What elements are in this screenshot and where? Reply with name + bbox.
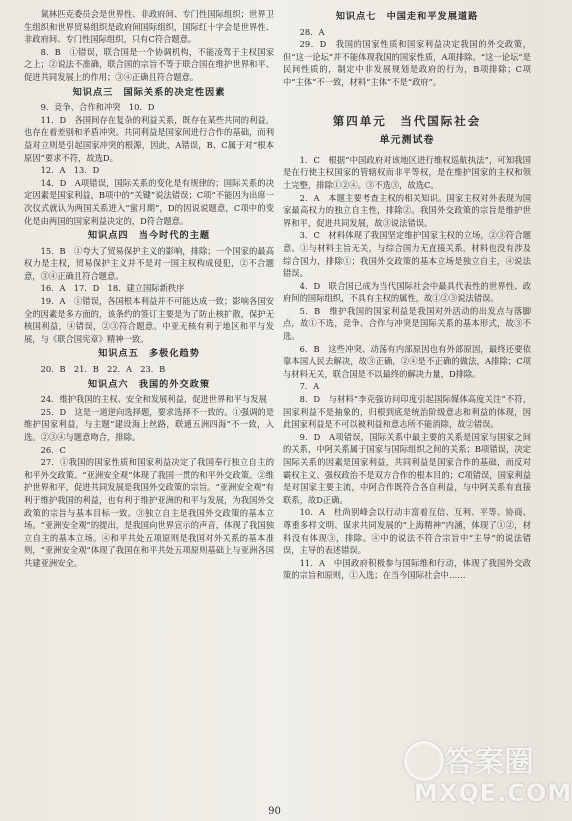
answer-paragraph: 29．D 我国的国家性质和国家利益决定我国的外交政策，但“这一论坛”并不能体现我国的国家性质，A项排除。“这一论坛”是民间性质的，制定中非发展规划是政府的行为，B项排除；C项中“主体”不一致，材料“主体”不是“政府”。 <box>283 39 531 87</box>
answer-paragraph: 28．A <box>299 26 325 37</box>
answer-paragraph: 6．B 这些冲突、动荡有内部原因也有外部原因，最终还要依靠本国人民去解决，故③正确，②④是不正确的做法，A排除；C项与材料无关，联合国是不以最终的解决力量，D排除。 <box>283 343 531 379</box>
answer-paragraph: 12．A 13．D <box>40 165 100 176</box>
answer-paragraph: 19．A ①错误，各国根本利益并不可能达成一致；影响各国安全的因素是多方面的，该条约的签订主要是为了防止核扩散，保护无核国利益，④错误，②③符合题意。中亚无核有利于地区和平与发展，与《联合国宪章》精神一致。 <box>24 296 274 344</box>
answer-paragraph: 5．B 维护我国的国家利益是我国对外活动的出发点与落脚点，故①不选，竞争、合作与冲突是国际关系的基本形式，故③不选。 <box>283 305 531 342</box>
watermark <box>404 737 572 807</box>
answer-paragraph: 8．B ①错误，联合国是一个协调机构，不能凌驾于主权国家之上；②说法不准确，联合国的宗旨不等于联合国在维护世界和平、促进共同发展上的作用；③④正确且符合题意。 <box>24 46 274 82</box>
answer-paragraph: 14．D A项错误，国际关系的变化是有规律的；国际关系的决定因素是国家利益，B项中的“关键”说法错误；C项“不能因为出席一次仪式就认为两国关系进入“蜜月期”，D的因说说题意，C项中的变化是由两国的国家利益决定的，D符合题意。 <box>24 177 274 226</box>
answer-paragraph: 11．A 中国政府积极参与国际维和行动，体现了我国外交政策的宗旨和原则，①入选；在当今国际社会中…… <box>283 557 531 581</box>
watermark-url: MXQE.COM <box>414 779 572 807</box>
answer-paragraph: 24．维护我国的主权、安全和发展利益，促进世界和平与发展 <box>40 394 267 405</box>
left-column <box>24 8 274 570</box>
answer-paragraph: 3．C 材料体现了我国坚定维护国家主权的立场，②③符合题意。①与材料主旨无关，与综合国力无直接关系，材料也没有涉及综合国力，排除①；我国外交政策的基本立场是独立自主，④说法错误。 <box>283 230 531 279</box>
answer-paragraph: 7．A <box>299 381 320 392</box>
answer-paragraph: 11．D 各国间存在复杂的利益关系，既存在某些共同的利益，也存在着差别和矛盾冲突。共同利益是国家间进行合作的基础，而利益对立则是引起国家冲突的根源，因此，A错误，B、C属于对“根本原因”要求不符，故选D。 <box>24 114 274 163</box>
answer-paragraph: 16．A 17．D 18．建立国际新秩序 <box>40 283 185 294</box>
answer-paragraph: 9．D A项错误，国际关系中最主要的关系是国家与国家之间的关系，中阿关系属于国家与国际组织之间的关系；B项错误，决定国际关系的因素是国家利益，共同利益是国家合作的基础，而反对霸权主义、强权政治不是双方合作的根本目的；C项错误，国家利益是对国家主要主流，中阿合作既符合各自利益，与中阿关系有直接联系，故D正确。 <box>283 431 531 505</box>
section-heading: 知识点五 多极化趋势 <box>98 348 200 360</box>
section-heading: 知识点六 我国的外交政策 <box>87 378 211 390</box>
test-title: 单元测试卷 <box>379 135 435 147</box>
answer-paragraph: 8．D 与材料“李克强访问印度引起国际媒体高度关注”不符，国家利益不是抽象的，归根到底是统治阶级意志和利益的体现，因此国家利益是不可以被利益和意志所不能消除，故②错误。 <box>283 394 531 430</box>
answer-paragraph: 氮林匹克委员会是世界性、非政府间、专门性国际组织；世界卫生组织和世界贸易组织是政府间国际组织，国际红十字会是世界性、非政府间、专门性国际组织，只有C符合题意。 <box>24 9 274 45</box>
right-column <box>283 8 531 582</box>
watermark-text: 答案圈 <box>444 745 534 780</box>
answer-paragraph: 4．D 联合国已成为当代国际社会中最具代表性的世界性、政府间的国际组织，不具有主权的属性，故①②③说法错误。 <box>283 280 531 304</box>
answer-paragraph: 25．D 这是一道逆向选择题，要求选择不一致的。①强调的是维护国家利益，与主题“建设海上丝路，联通五洲四海”不一致，入选。②③④与题意吻合，排除。 <box>24 406 274 442</box>
unit-title: 第四单元 当代国际社会 <box>332 113 482 128</box>
answer-paragraph: 2．A 本题主要考查主权的相关知识。国家主权对外表现为国家最高权力的独立自主性，排除②。我国外交政策的宗旨是维护世界和平，促进共同发展，故③说法错误。 <box>283 192 531 228</box>
answer-paragraph: 1．C 根据“中国政府对该地区进行维权巡航执法”，可知我国是在行使主权国家的管辖权而非平等权，是在维护国家的主权和领土完整，排除①②④。③不选③，故选C。 <box>283 154 531 190</box>
watermark-logo-icon <box>404 741 444 781</box>
section-heading: 知识点四 当今时代的主题 <box>87 230 211 242</box>
page-number: 90 <box>268 806 281 817</box>
answer-paragraph: 9．竞争、合作和冲突 10．D <box>40 102 155 113</box>
section-heading: 知识点三 国际关系的决定性因素 <box>72 86 226 98</box>
answer-paragraph: 15．B ①夸大了贸易保护主义的影响，排除；一个国家的最高权力是主权，贸易保护主义并不是对一国主权构成侵犯，②不合题意，③④正确且符合题意。 <box>24 245 274 281</box>
answer-paragraph: 10．A 杜尚别峰会以行动丰富着互信、互利、平等、协商、尊重多样文明、谋求共同发展的“上海精神”内涵，体现了①②，材料没有体现③，排除。④中的说法不符合宗旨中“主导”的说法错误，主导的表述错误。 <box>283 507 531 556</box>
answer-paragraph: 26．C <box>40 444 66 455</box>
answer-paragraph: 27．①我国的国家性质和国家利益决定了我国奉行独立自主的和平外交政策。“亚洲安全观”体现了我国一贯的和平外交政策。②维护世界和平，促进共同发展是我国外交政策的宗旨。“亚洲安全观”有利于维护我国的利益，也有利于维护亚洲的和平与发展，为我国外交政策的宗旨与基本目标一致。③独立自主是我国外交政策的基本立场。“亚洲安全观”的提出，是我国向世界宣示的声音，体现了我国独立自主的基本立场。④和平共处五项原则是我国对外关系的基本准则，“亚洲安全观”体现了我国在和平共处五项原则基础上与亚洲各国共建亚洲安全。 <box>24 457 274 568</box>
section-heading: 知识点七 中国走和平发展道路 <box>335 11 479 22</box>
answer-paragraph: 20．B 21．B 22．A 23．B <box>40 364 166 375</box>
